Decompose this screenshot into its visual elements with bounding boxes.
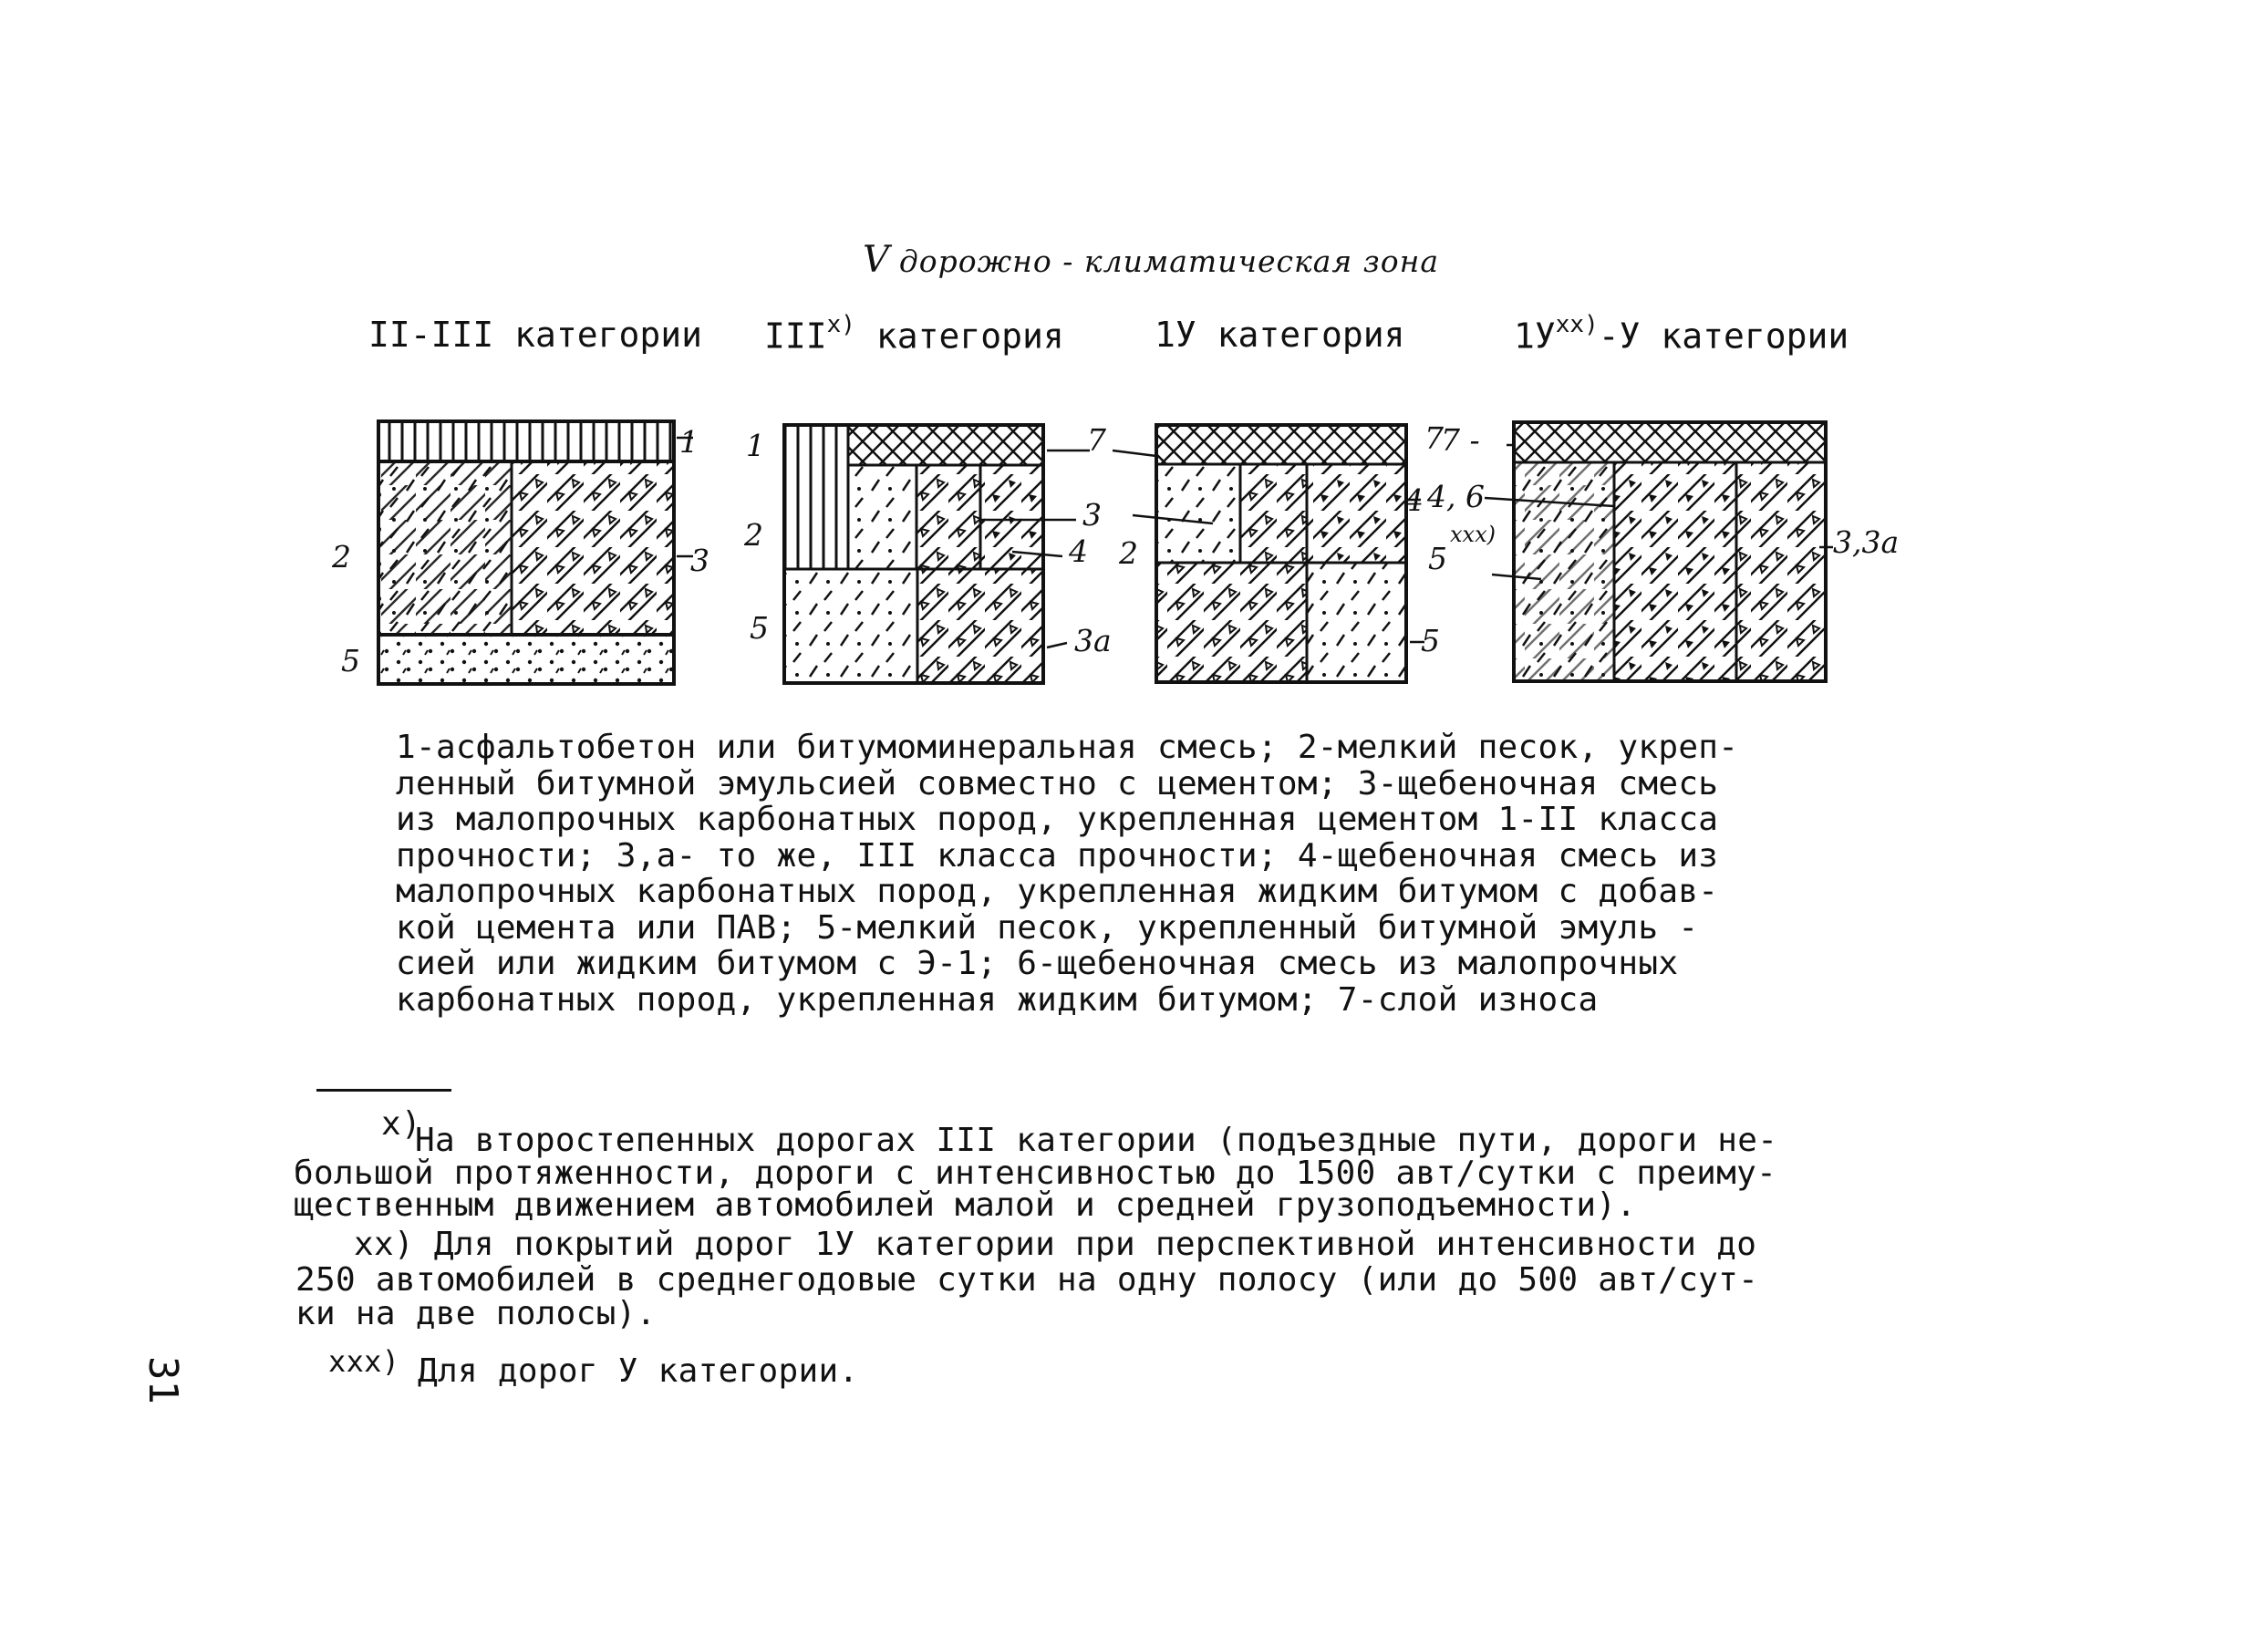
diagram-2-label-4: 4 (1069, 533, 1088, 569)
legend-line: из малопрочных карбонатных пород, укрепленная цементом 1-II класса (396, 801, 1719, 838)
legend-line: карбонатных пород, укрепленная жидким битумом; 7-слой износа (396, 980, 1599, 1019)
footnote-separator (316, 1089, 451, 1092)
legend-line: кой цемента или ПАВ; 5-мелкий песок, укрепленный битумной эмуль - (396, 908, 1699, 947)
diagram-2-label-7: 7 (1087, 422, 1106, 458)
footnote-xx-line-1: xx) Для покрытий дорог 1У категории при перспективной интенсивности до (354, 1226, 1757, 1263)
diagram-3 (1113, 425, 1424, 682)
category-label: II-III категории (368, 315, 703, 355)
legend-line: сией или жидким битумом с Э-1; 6-щебеночная смесь из малопрочных (396, 945, 1679, 982)
legend-line: малопрочных карбонатных пород, укрепленная жидким битумом с добав- (396, 873, 1719, 910)
footnote-x-line-2: большой протяженности, дороги с интенсивностью до 1500 авт/сутки с преиму- (294, 1155, 1777, 1192)
diagram-3-label-2: 2 (1119, 535, 1138, 571)
diagram-4-label-xxx: xxx) (1450, 522, 1496, 547)
footnote-x-line-1: На второстепенных дорогах III категории (подъездные пути, дороги не- (415, 1122, 1778, 1159)
diagram-4-label-7: 7 - (1441, 422, 1480, 458)
legend (396, 730, 1882, 1018)
footnote-xxx-mark: xxx) (328, 1344, 400, 1379)
footnote-x-line-3: щественным движением автомобилей малой и средней грузоподъемности). (294, 1186, 1637, 1224)
category-label-rest: -У категории (1598, 316, 1849, 357)
legend-line: 1-асфальтобетон или битумоминеральная смесь; 2-мелкий песок, укреп- (396, 729, 1739, 766)
zone-text: дорожно - климатическая зона (898, 243, 1440, 279)
category-footnote-mark: xx) (1555, 311, 1599, 338)
diagram-3-label-4: 4 (1404, 482, 1424, 518)
diagram-2-label-3a: 3а (1074, 623, 1112, 658)
diagram-2-label-3: 3 (1082, 497, 1102, 533)
diagram-4-label-3-3a: 3,3а (1833, 524, 1900, 560)
diagram-3-label-5: 5 (1421, 623, 1440, 658)
page-number: 31 (140, 1356, 186, 1404)
diagram-2 (784, 425, 1090, 683)
diagram-4-label-4-6: 4, 6 (1427, 479, 1485, 514)
diagram-4-label-5: 5 (1428, 541, 1447, 576)
diagram-1-label-1: 1 (679, 424, 699, 460)
diagram-4 (1485, 422, 1833, 681)
footnote-xx-line-2: 250 автомобилей в среднегодовые сутки на одну полосу (или до 500 авт/сут- (295, 1261, 1759, 1299)
footnote-x-mark: x) (381, 1105, 421, 1143)
legend-line: прочности; 3,а- то же, III класса прочности; 4-щебеночная смесь из (396, 836, 1719, 875)
category-footnote-mark: x) (826, 311, 855, 338)
footnote-xx-line-3: ки на две полосы). (295, 1295, 657, 1332)
diagram-1-label-5: 5 (341, 643, 360, 678)
diagram-1-label-3: 3 (690, 543, 709, 578)
category-label-rest: категория (875, 316, 1064, 357)
category-label: 1У (1514, 316, 1556, 357)
category-label: 1У категория (1155, 315, 1405, 355)
category-label: III (764, 316, 827, 357)
diagram-2-label-2: 2 (744, 517, 763, 553)
footnote-xxx-text: Для дорог У категории. (418, 1352, 859, 1390)
diagram-2-label-1: 1 (746, 428, 765, 463)
legend-line: ленный битумной эмульсией совместно с цементом; 3-щебеночная смесь (396, 764, 1719, 803)
zone-number: V (863, 239, 890, 281)
diagram-3-label-7: 7 (1424, 420, 1444, 456)
diagram-2-label-5: 5 (750, 610, 769, 646)
diagram-1 (378, 421, 693, 684)
diagram-1-label-2: 2 (332, 539, 351, 575)
